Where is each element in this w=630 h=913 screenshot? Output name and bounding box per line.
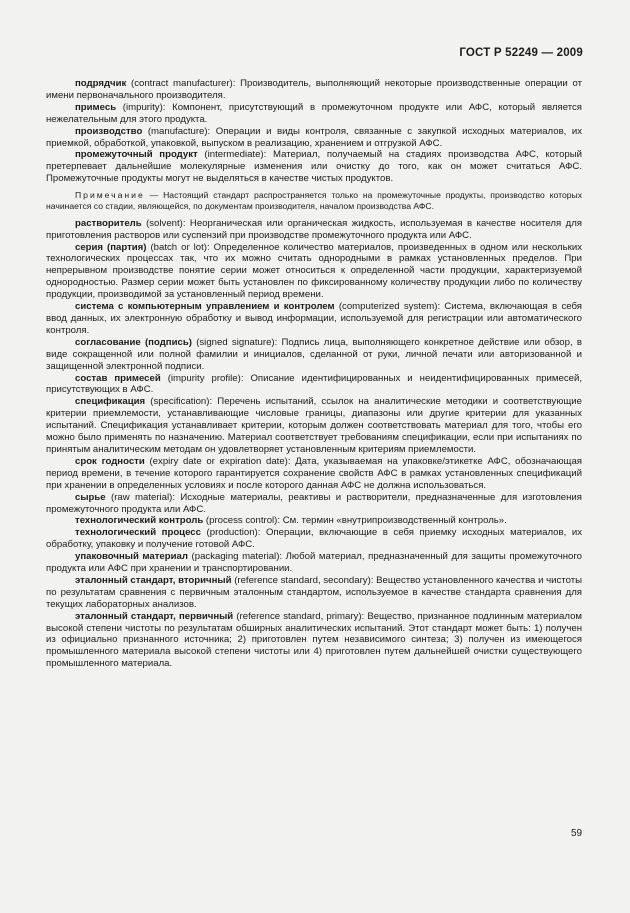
definition-term: спецификация <box>75 396 146 408</box>
definition-text: (impurity): Компонент, присутствующий в промежуточном продукте или АФС, который является нежелательным для этого продукта. <box>46 101 582 125</box>
definition-term: эталонный стандарт, первичный <box>75 610 234 622</box>
definition-entry <box>46 78 582 102</box>
definition-text: (intermediate): Материал, получаемый на стадиях производства АФС, который претерпевает дальнейшие молекулярные изменения или очистку до того, как он может считаться АФС. Промежуточные продукты могут не выделяться в качестве чистых продуктов. <box>46 149 582 185</box>
definition-text: (reference standard, secondary): Вещество установленного качества и чистоты по результатам сравнения с первичным эталонным стандартом, используемое в качестве стандарта сравнения для текущих лабораторных анализов. <box>46 574 582 610</box>
definition-term: эталонный стандарт, вторичный <box>75 574 232 586</box>
definition-term: промежуточный продукт <box>75 149 198 161</box>
definition-entry <box>46 551 582 575</box>
definition-text: (production): Операции, включающие в себя приемку исходных материалов, их обработку, упаковку и получение готовой АФС. <box>46 527 582 551</box>
definition-term: согласование (подпись) <box>75 336 192 348</box>
definition-entry <box>46 492 582 516</box>
definition-text: (impurity profile): Описание идентифицированных и неидентифицированных примесей, присутствующих в АФС. <box>46 372 582 396</box>
definition-entry <box>46 242 582 302</box>
definition-text: (packaging material): Любой материал, предназначенный для защиты промежуточного продукта или АФС при хранении и транспортировании. <box>46 551 583 575</box>
definition-entry <box>46 373 582 397</box>
definition-text: (batch or lot): Определенное количество материалов, произведенных в одном или нескольких технологических процессах так, что их можно считать однородными в рамках установленных пределов. При непрерывном производстве понятие серии может относиться к определенной части продукции, характеризуемой однородностью. Размер серии может быть установлен по фиксированному количеству продукции либо по количеству продукции, производимой за установленный период времени. <box>46 241 582 301</box>
definition-term: система с компьютерным управлением и контролем <box>75 301 335 313</box>
definition-term: подрядчик <box>75 78 127 89</box>
page-number: 59 <box>571 828 583 839</box>
definition-entry <box>46 126 582 150</box>
definition-entry <box>46 575 582 611</box>
definition-entry <box>46 149 582 185</box>
definition-text: (signed signature): Подпись лица, выполняющего конкретное действие или обзор, в виде сокращенной или полной фамилии и инициалов, сделанной от руки, личной печати или авторизованной и защищенной электронной подписи. <box>46 336 582 372</box>
definition-term: технологический процесс <box>75 527 201 539</box>
definition-entry <box>46 611 582 671</box>
note-label: Примечание <box>75 190 145 201</box>
definitions-list-b <box>46 218 582 670</box>
definition-entry <box>46 396 582 456</box>
note-text: — Настоящий стандарт распространяется только на промежуточные продукты, производство которых начинается со стадии, являющейся, по документам производителя, началом производства АФС. <box>46 190 582 212</box>
definition-term: состав примесей <box>75 372 161 384</box>
definition-term: срок годности <box>75 455 145 467</box>
definition-term: упаковочный материал <box>75 551 188 563</box>
note <box>46 190 582 213</box>
definition-text: (expiry date or expiration date): Дата, указываемая на упаковке/этикетке АФС, обозначающая период времени, в течение которого гарантируется сохранение свойств АФС в рамках установленных спецификаций при хранении в определенных условиях и после которого данная АФС не должна использоваться. <box>46 455 582 491</box>
definition-text: (solvent): Неорганическая или органическая жидкость, используемая в качестве носителя для приготовления растворов или суспензий при производстве промежуточного продукта или АФС. <box>46 217 582 241</box>
definition-term: производство <box>75 125 143 137</box>
definitions-list-a <box>46 78 582 185</box>
definition-term: технологический контроль <box>75 515 204 527</box>
definition-entry <box>46 527 582 551</box>
document-body <box>46 78 582 670</box>
definition-term: растворитель <box>75 217 142 229</box>
definition-text: (specification): Перечень испытаний, ссылок на аналитические методики и соответствующие критерии приемлемости, устанавливающие числовые границы, диапазоны или другие критерии для указанных испытаний. Спецификация устанавливает критерии, которым должен соответствовать материал для того, чтобы его можно было применять по назначению. Материал соответствует требованиям спецификации, если при испытаниях по принятым аналитическим методам он удовлетворяет установленным критериям приемлемости. <box>46 396 582 455</box>
definition-term: сырье <box>75 491 106 503</box>
definition-entry <box>46 515 582 527</box>
definition-text: (manufacture): Операции и виды контроля, связанные с закупкой исходных материалов, их приемкой, обработкой, упаковкой, выпуском в реализацию, хранением и отгрузкой АФС. <box>46 125 582 149</box>
definition-entry <box>46 456 582 492</box>
definition-text: (raw material): Исходные материалы, реактивы и растворители, предназначенные для изготовления промежуточного продукта или АФС. <box>46 491 582 515</box>
definition-entry <box>46 218 582 242</box>
definition-text: (computerized system): Система, включающая в себя ввод данных, их электронную обработку и вывод информации, используемой для регистрации или автоматического контроля. <box>46 301 582 336</box>
definition-entry <box>46 102 582 126</box>
definition-text: (process control): См. термин «внутрипроизводственный контроль». <box>203 515 507 527</box>
definition-entry <box>46 301 582 337</box>
definition-text: (contract manufacturer): Производитель, выполняющий некоторые производственные операции от имени первоначального производителя. <box>46 78 582 101</box>
definition-term: примесь <box>75 101 117 113</box>
document-id: ГОСТ Р 52249 — 2009 <box>459 47 583 59</box>
definition-entry <box>46 337 582 373</box>
definition-term: серия (партия) <box>75 241 147 253</box>
definition-text: (reference standard, primary): Вещество, признанное подлинным материалом высокой степени чистоты по результатам обширных аналитических испытаний. Этот стандарт может быть: 1) получен из официально признанного источника; 2) приготовлен путем независимого синтеза; 3) получен из имеющегося промышленного материала высокой степени чистоты или 4) приготовлен путем дальнейшей очистки существующего промышленного материала. <box>46 610 582 670</box>
